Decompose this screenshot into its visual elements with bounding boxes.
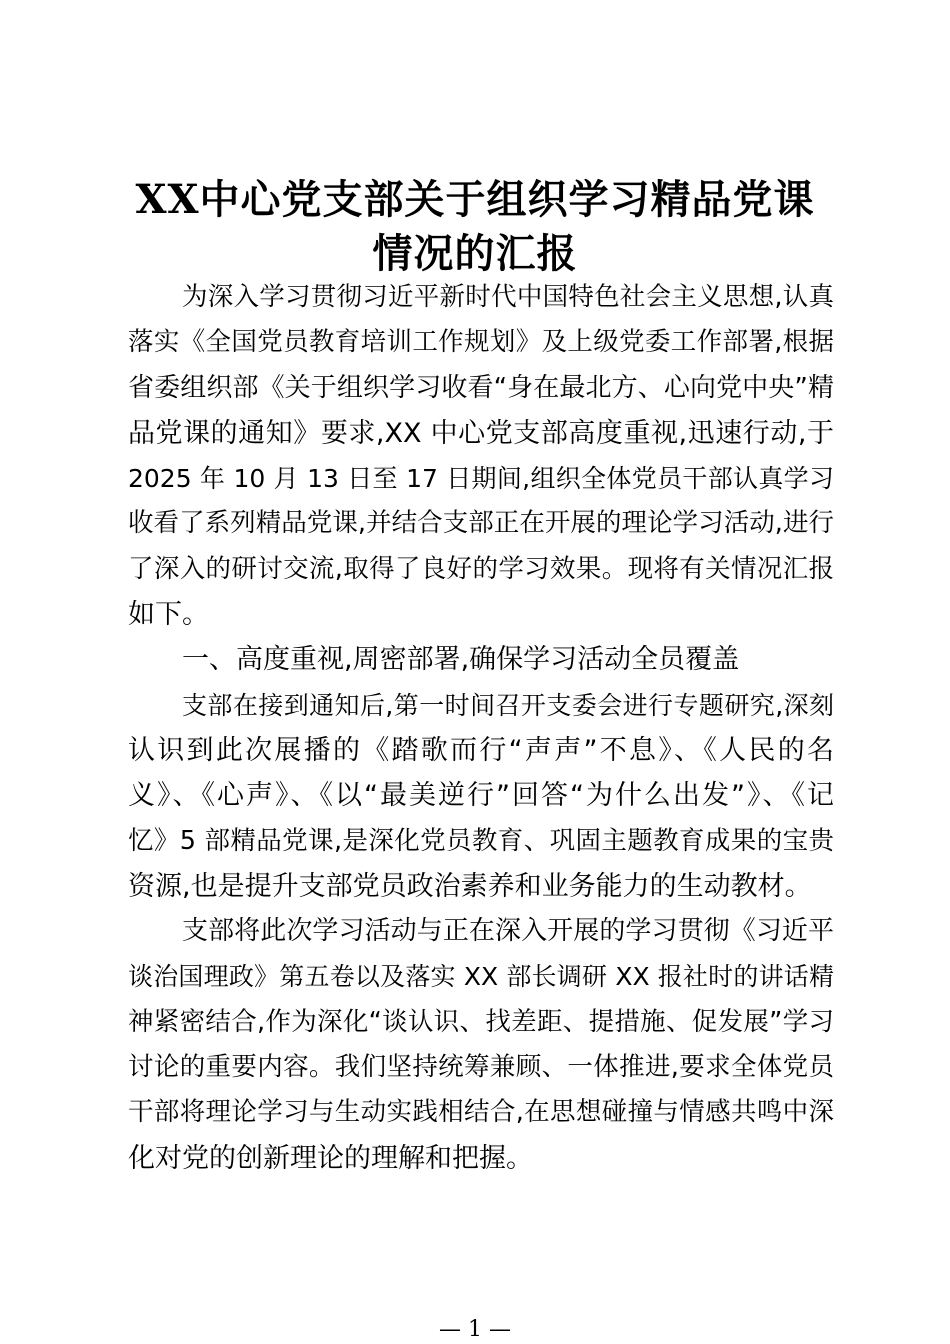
paragraph-1-line-7: 了深入的研讨交流,取得了良好的学习效果。现将有关情况汇报 [128, 553, 834, 584]
paragraph-2-line-3: 义》、《心声》、《以“最美逆行”回答“为什么出发”》、《记 [128, 780, 834, 812]
paragraph-3-line-4: 讨论的重要内容。我们坚持统筹兼顾、一体推进,要求全体党员 [128, 1052, 834, 1083]
paragraph-1-line-5: 2025 年 10 月 13 日至 17 日期间,组织全体党员干部认真学习 [128, 464, 834, 494]
section-heading-1: 一、高度重视,周密部署,确保学习活动全员覆盖 [182, 644, 740, 676]
paragraph-3-line-5: 干部将理论学习与生动实践相结合,在思想碰撞与情感共鸣中深 [128, 1097, 834, 1128]
document-title-line-2: 情况的汇报 [372, 230, 578, 277]
paragraph-1-line-1: 为深入学习贯彻习近平新时代中国特色社会主义思想,认真 [182, 282, 834, 312]
page-number: — 1 — [439, 1317, 511, 1342]
paragraph-2-line-1: 支部在接到通知后,第一时间召开支委会进行专题研究,深刻 [182, 690, 834, 720]
paragraph-2-line-5: 资源,也是提升支部党员政治素养和业务能力的生动教材。 [128, 870, 812, 902]
paragraph-3-line-6: 化对党的创新理论的理解和把握。 [128, 1142, 533, 1174]
paragraph-1-line-4: 品党课的通知》要求,XX 中心党支部高度重视,迅速行动,于 [128, 417, 834, 449]
document-body [128, 275, 834, 1181]
document-title-line-1: XX中心党支部关于组织学习精品党课 [135, 176, 815, 223]
paragraph-1-line-6: 收看了系列精品党课,并结合支部正在开展的理论学习活动,进行 [128, 508, 834, 539]
paragraph-1-line-8: 如下。 [128, 599, 209, 631]
paragraph-3-line-1: 支部将此次学习活动与正在深入开展的学习贯彻《习近平 [182, 916, 834, 947]
paragraph-1-line-2: 落实《全国党员教育培训工作规划》及上级党委工作部署,根据 [128, 327, 834, 358]
paragraph-3-line-3: 神紧密结合,作为深化“谈认识、找差距、提措施、促发展”学习 [128, 1006, 834, 1037]
paragraph-2-line-4: 忆》5 部精品党课,是深化党员教育、巩固主题教育成果的宝贵 [128, 825, 834, 856]
paragraph-2-line-2: 认识到此次展播的《踏歌而行“声声”不息》、《人民的名 [128, 734, 834, 766]
paragraph-3-line-2: 谈治国理政》第五卷以及落实 XX 部长调研 XX 报社时的讲话精 [128, 962, 834, 992]
paragraph-1-line-3: 省委组织部《关于组织学习收看“身在最北方、心向党中央”精 [128, 372, 834, 403]
